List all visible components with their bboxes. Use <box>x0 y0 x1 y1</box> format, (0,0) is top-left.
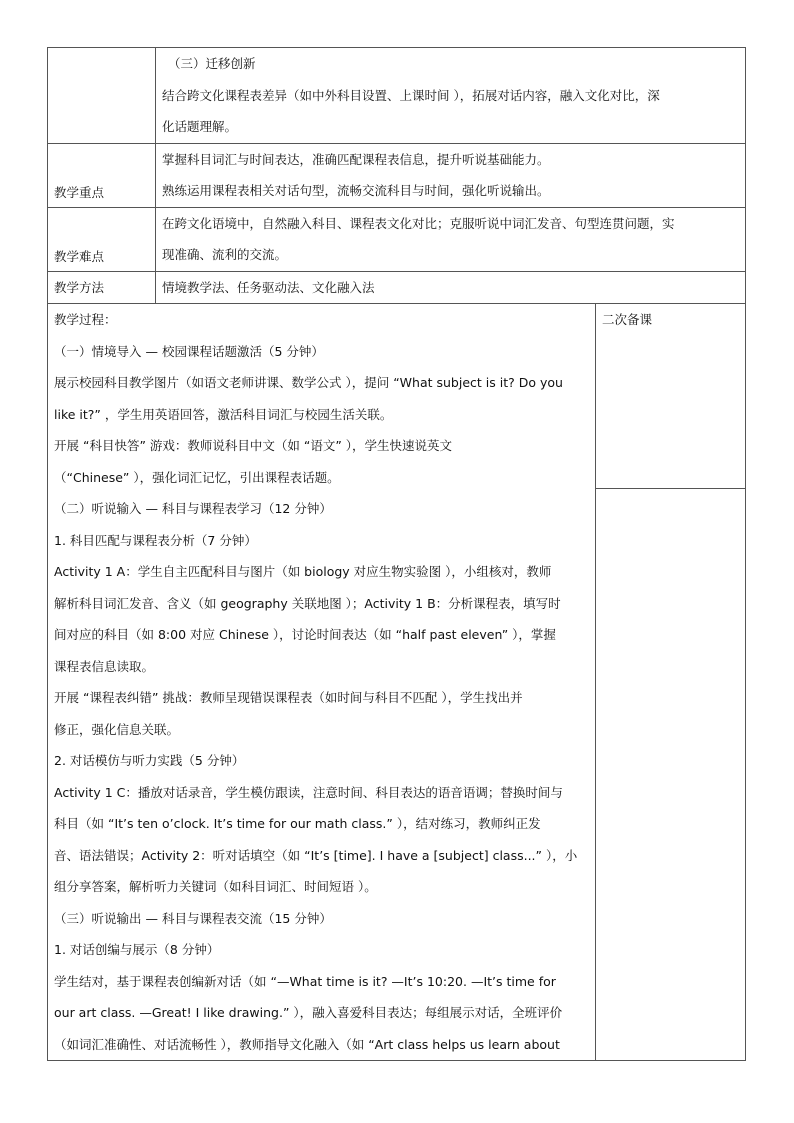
process-line: 音、语法错误；Activity 2：听对话填空（如 “It’s [time]. I have a [subject] class...” ），小 <box>54 847 578 863</box>
process-line: （如词汇准确性、对话流畅性 ），教师指导文化融入（如 “Art class helps us learn about <box>54 1036 560 1052</box>
process-line: 解析科目词汇发音、含义（如 geography 关联地图 ）；Activity 1 B：分析课程表，填写时 <box>54 595 561 611</box>
process-line: 开展 “课程表纠错” 挑战：教师呈现错误课程表（如时间与科目不匹配 ），学生找出并 <box>54 690 523 705</box>
methods-content <box>156 271 746 304</box>
transfer-content-cell <box>156 48 746 144</box>
key-points-label-text: 教学重点 <box>54 184 105 200</box>
transfer-line: 化话题理解。 <box>162 119 238 134</box>
difficulty-line: 在跨文化语境中，自然融入科目、课程表文化对比；克服听说中词汇发音、句型连贯问题，实 <box>162 215 675 231</box>
process-line: our art class. —Great! I like drawing.” ），融入喜爱科目表达；每组展示对话，全班评价 <box>54 1005 563 1020</box>
lesson-plan-table <box>47 47 746 1061</box>
process-line: 开展 “科目快答” 游戏：教师说科目中文（如 “语文” ），学生快速说英文 <box>54 438 453 453</box>
process-line: （二）听说输入 — 科目与课程表学习（12 分钟） <box>54 501 332 516</box>
process-line: Activity 1 C：播放对话录音，学生模仿跟读，注意时间、科目表达的语音语调；替换时间与 <box>54 784 563 800</box>
process-line: 间对应的科目（如 8:00 对应 Chinese ），讨论时间表达（如 “half past eleven” ），掌握 <box>54 627 556 642</box>
difficulties-label <box>48 207 156 271</box>
methods-label <box>48 271 156 304</box>
methods-text: 情境教学法、任务驱动法、文化融入法 <box>162 279 375 295</box>
process-line: 学生结对，基于课程表创编新对话（如 “—What time is it? —It’s 10:20. —It’s time for <box>54 973 556 989</box>
secondary-prep-empty-cell <box>596 489 746 1061</box>
process-line: （一）情境导入 — 校园课程话题激活（5 分钟） <box>54 343 324 359</box>
key-point-line: 掌握科目词汇与时间表达，准确匹配课程表信息，提升听说基础能力。 <box>162 151 550 167</box>
key-points-label <box>48 143 156 207</box>
secondary-prep-header: 二次备课 <box>602 312 653 327</box>
transfer-line: 结合跨文化课程表差异（如中外科目设置、上课时间 ），拓展对话内容，融入文化对比，深 <box>162 87 660 103</box>
process-line: 课程表信息读取。 <box>54 658 155 674</box>
difficulties-content <box>156 207 746 271</box>
process-line: 科目（如 “It’s ten o’clock. It’s time for our math class.” ），结对练习，教师纠正发 <box>54 816 541 831</box>
process-line: 修正，强化信息关联。 <box>54 721 180 737</box>
process-line: 教学过程： <box>54 312 117 327</box>
process-lines <box>54 304 589 1060</box>
process-line: 组分享答案，解析听力关键词（如科目词汇、时间短语 ）。 <box>54 879 377 894</box>
difficulty-line: 现准确、流利的交流。 <box>162 247 288 262</box>
transfer-title: （三）迁移创新 <box>168 56 256 71</box>
process-line: 1. 对话创编与展示（8 分钟） <box>54 942 220 957</box>
process-line: like it?” ，学生用英语回答，激活科目词汇与校园生活关联。 <box>54 406 393 422</box>
process-line: 2. 对话模仿与听力实践（5 分钟） <box>54 753 245 768</box>
transfer-label-cell <box>48 48 156 144</box>
methods-row <box>48 271 746 304</box>
key-points-content <box>156 143 746 207</box>
key-point-line: 熟练运用课程表相关对话句型，流畅交流科目与时间，强化听说输出。 <box>162 183 550 198</box>
process-row <box>48 304 746 489</box>
process-content <box>48 304 596 1061</box>
key-points-row <box>48 143 746 207</box>
difficulties-label-text: 教学难点 <box>54 248 105 264</box>
process-line: Activity 1 A：学生自主匹配科目与图片（如 biology 对应生物实验图 ），小组核对，教师 <box>54 564 552 579</box>
process-line: （三）听说输出 — 科目与课程表交流（15 分钟） <box>54 910 332 926</box>
process-line: 展示校园科目教学图片（如语文老师讲课、数学公式 ），提问 “What subject is it? Do you <box>54 375 563 390</box>
transfer-row <box>48 48 746 144</box>
difficulties-row <box>48 207 746 271</box>
secondary-prep-cell <box>596 304 746 489</box>
process-line: （“Chinese” ），强化词汇记忆，引出课程表话题。 <box>54 469 340 485</box>
methods-label-text: 教学方法 <box>54 280 105 296</box>
process-line: 1. 科目匹配与课程表分析（7 分钟） <box>54 532 257 548</box>
